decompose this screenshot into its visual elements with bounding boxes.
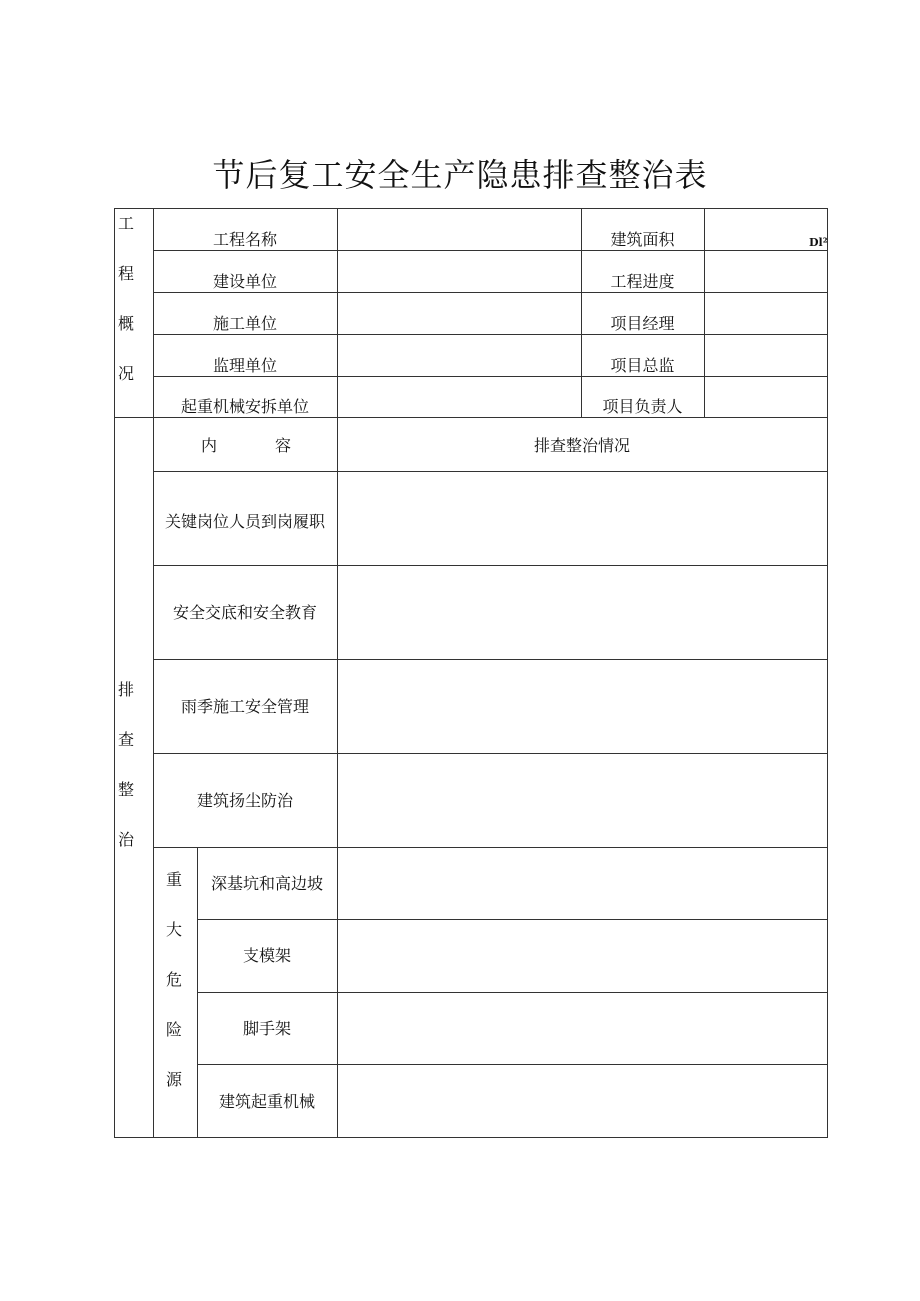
content-header-right: 容 [275, 436, 292, 455]
table-border-right [827, 208, 828, 1138]
hazard-group-label: 重 大 危 险 源 [166, 870, 183, 1089]
table-border-left [114, 208, 115, 1138]
project-manager-label: 项目经理 [610, 314, 675, 333]
section-divider [114, 417, 828, 418]
column-divider [153, 208, 154, 1138]
project-leader-label: 项目负责人 [602, 397, 683, 416]
row-divider [153, 292, 828, 293]
column-divider [704, 208, 705, 418]
inspection-item-label: 雨季施工安全管理 [180, 697, 309, 716]
row-divider [197, 1064, 828, 1065]
row-divider [153, 565, 828, 566]
overview-side-label: 工 程 概 况 [118, 214, 135, 383]
row-divider [197, 992, 828, 993]
table-border-bottom [114, 1137, 828, 1138]
building-area-label: 建筑面积 [610, 230, 675, 249]
row-divider [153, 471, 828, 472]
hazard-item-label: 建筑起重机械 [218, 1092, 315, 1111]
construction-unit-label: 建设单位 [212, 272, 277, 291]
inspection-item-label: 安全交底和安全教育 [172, 603, 317, 622]
row-divider [153, 376, 828, 377]
inspection-item-label: 关键岗位人员到岗履职 [164, 512, 325, 531]
crane-installer-label: 起重机械安拆单位 [180, 397, 309, 416]
area-unit: Dl² [809, 236, 828, 249]
contractor-label: 施工单位 [212, 314, 277, 333]
project-name-label: 工程名称 [212, 230, 277, 249]
inspection-side-label: 排 查 整 治 [118, 680, 135, 849]
inspection-item-label: 建筑扬尘防治 [196, 791, 293, 810]
status-header: 排查整治情况 [533, 436, 630, 455]
column-divider [337, 208, 338, 1138]
content-header-left: 内 [201, 436, 218, 455]
supervision-unit-label: 监理单位 [212, 356, 277, 375]
row-divider [153, 250, 828, 251]
chief-supervisor-label: 项目总监 [610, 356, 675, 375]
row-divider [153, 334, 828, 335]
project-progress-label: 工程进度 [610, 272, 675, 291]
document-title: 节后复工安全生产隐患排查整治表 [212, 156, 708, 194]
row-divider [153, 753, 828, 754]
hazard-item-label: 深基坑和高边坡 [210, 874, 323, 893]
hazard-item-label: 支模架 [242, 946, 291, 965]
table-border-top [114, 208, 828, 209]
row-divider [197, 919, 828, 920]
hazard-item-label: 脚手架 [242, 1019, 291, 1038]
row-divider [153, 659, 828, 660]
row-divider [153, 847, 828, 848]
